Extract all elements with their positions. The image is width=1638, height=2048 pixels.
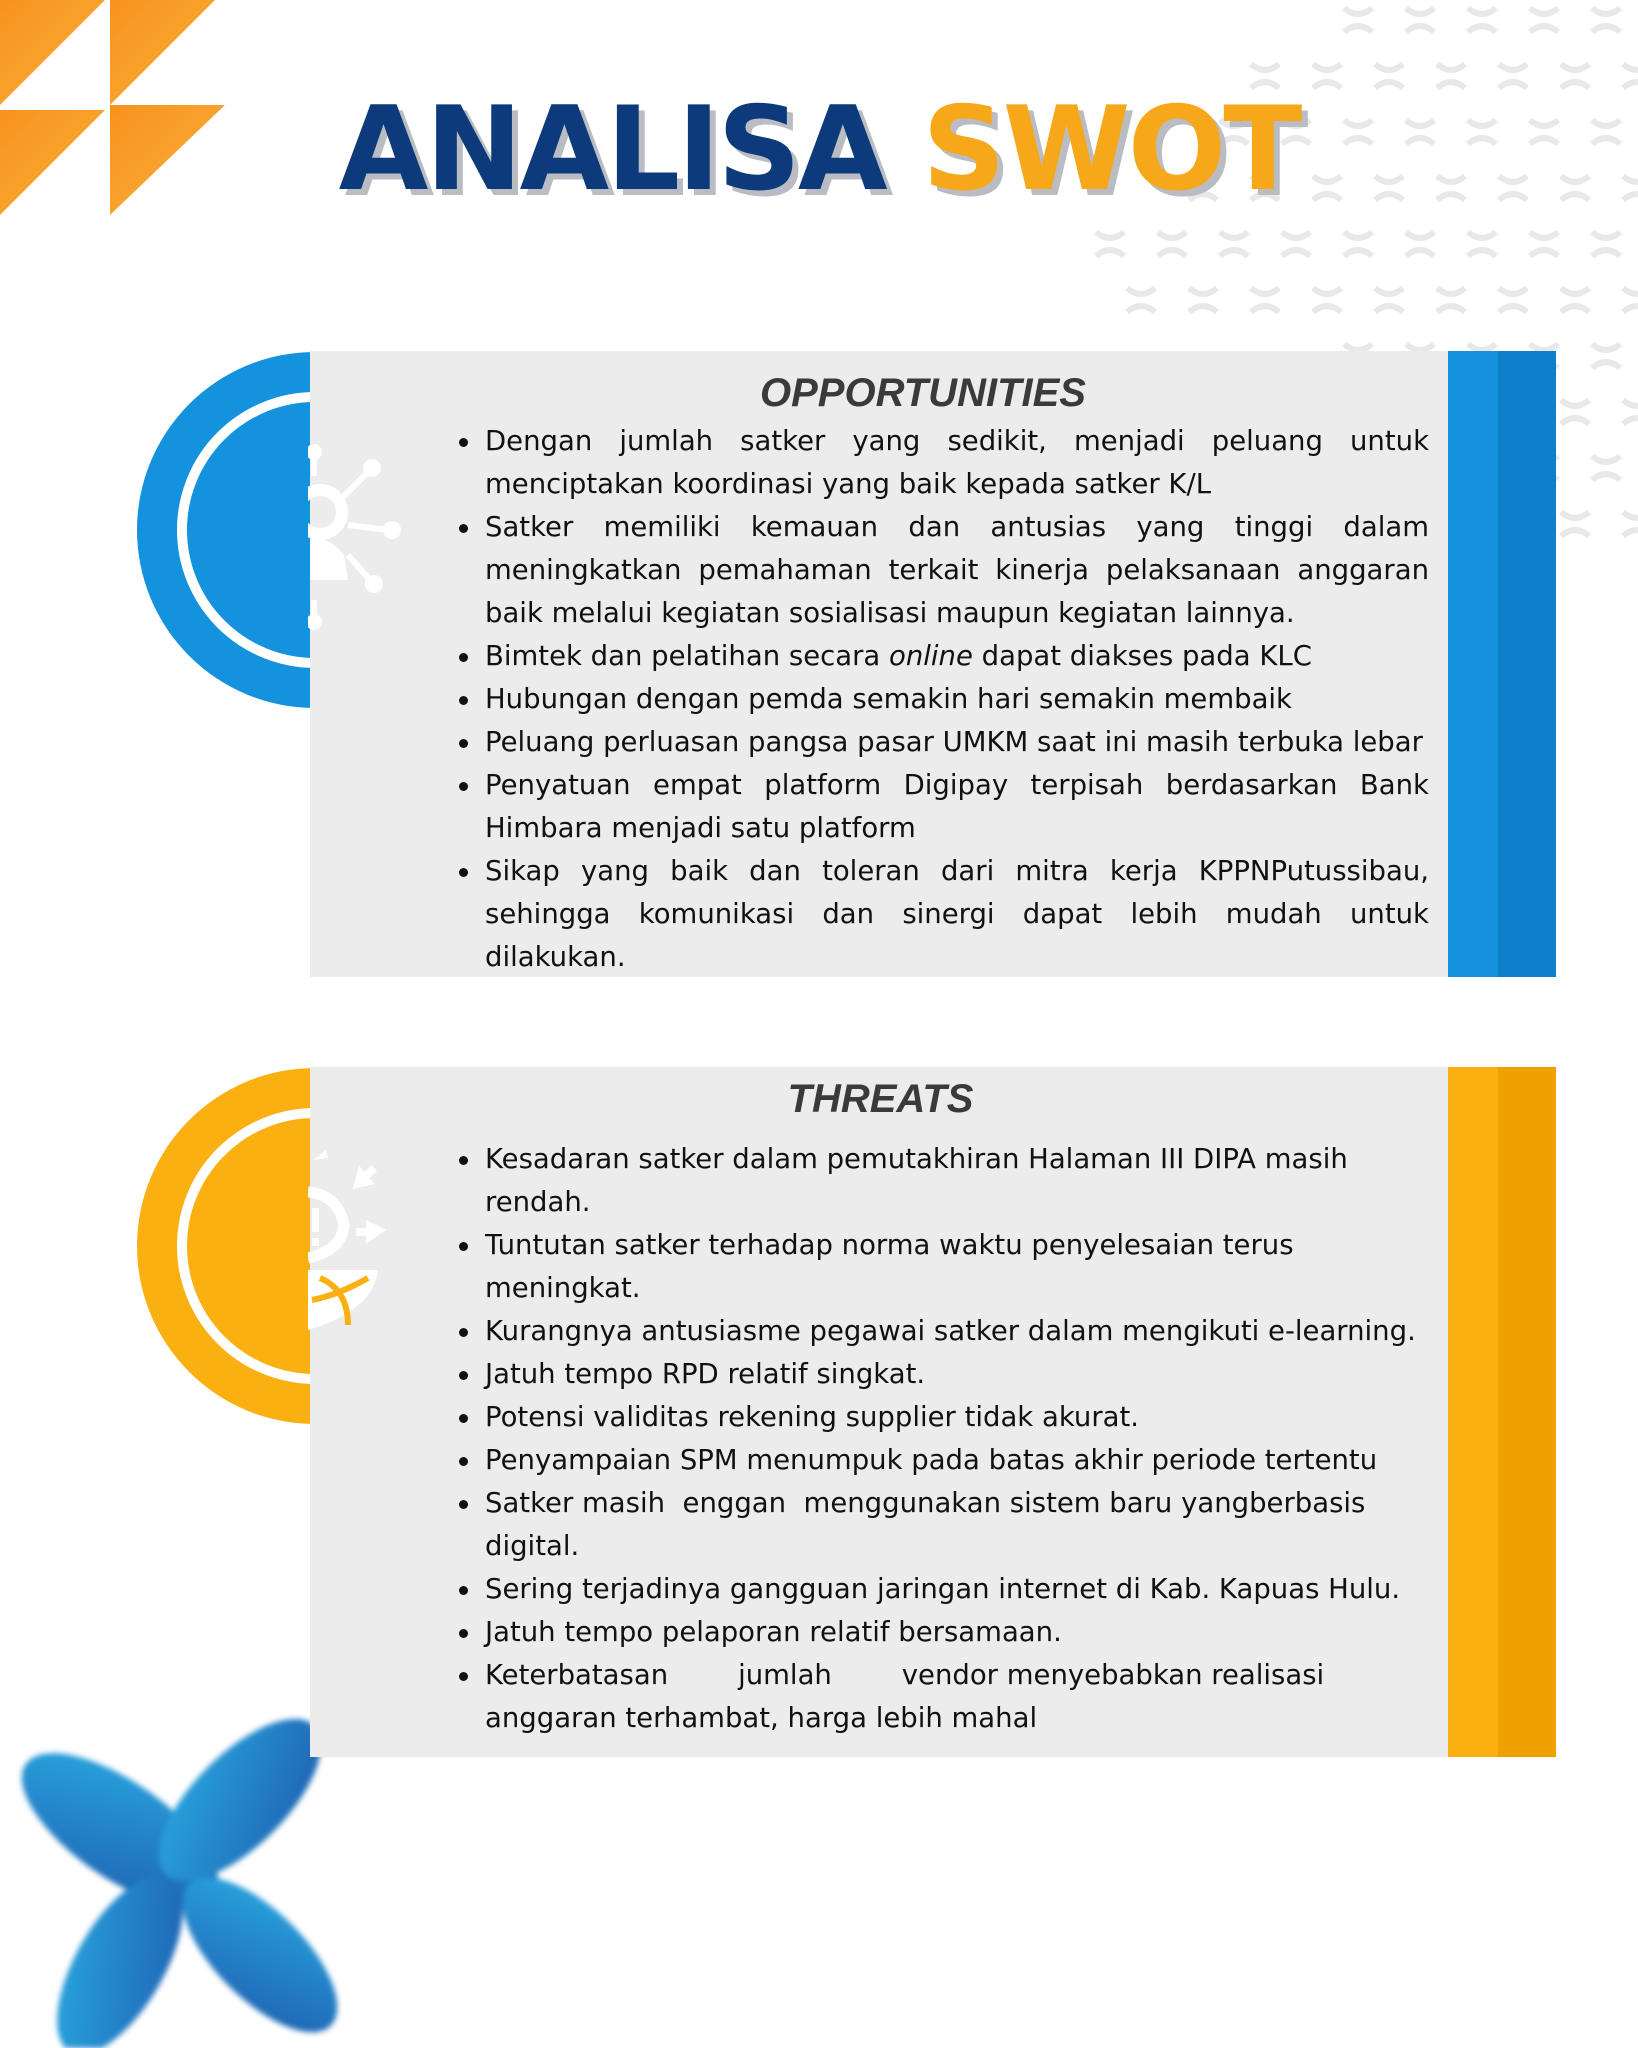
list-item: Kesadaran satker dalam pemutakhiran Halaman III DIPA masih rendah. <box>485 1138 1425 1224</box>
list-item: Tuntutan satker terhadap norma waktu penyelesaian terus meningkat. <box>485 1224 1425 1310</box>
list-item: Kurangnya antusiasme pegawai satker dalam mengikuti e-learning. <box>485 1310 1425 1353</box>
opportunities-list <box>485 420 1429 979</box>
list-item: Keterbatasan jumlah vendor menyebabkan realisasi anggaran terhambat, harga lebih mahal <box>485 1654 1425 1740</box>
title-word-swot: SWOT <box>922 82 1300 217</box>
list-item: Satker memiliki kemauan dan antusias yang tinggi dalam meningkatkan pemahaman terkait kinerja pelaksanaan anggaran baik melalui kegiatan sosialisasi maupun kegiatan lainnya. <box>485 506 1429 635</box>
list-item: Potensi validitas rekening supplier tidak akurat. <box>485 1396 1425 1439</box>
threats-side-bar <box>1448 1067 1556 1757</box>
threats-panel <box>310 1067 1556 1757</box>
threat-warning-icon <box>308 1150 408 1340</box>
list-item: Hubungan dengan pemda semakin hari semakin membaik <box>485 678 1429 721</box>
opportunities-heading: OPPORTUNITIES <box>760 371 1086 415</box>
list-item: Penyatuan empat platform Digipay terpisah berdasarkan Bank Himbara menjadi satu platform <box>485 764 1429 850</box>
list-item: Jatuh tempo RPD relatif singkat. <box>485 1353 1425 1396</box>
list-item: Jatuh tempo pelaporan relatif bersamaan. <box>485 1611 1425 1654</box>
page-title <box>0 82 1638 217</box>
network-person-icon <box>308 430 408 630</box>
list-item: Sering terjadinya gangguan jaringan internet di Kab. Kapuas Hulu. <box>485 1568 1425 1611</box>
threats-list <box>485 1138 1425 1740</box>
opportunities-side-bar <box>1448 351 1556 977</box>
opportunities-panel <box>310 351 1556 977</box>
list-item: Penyampaian SPM menumpuk pada batas akhir periode tertentu <box>485 1439 1425 1482</box>
list-item: Satker masih enggan menggunakan sistem baru yangberbasis digital. <box>485 1482 1425 1568</box>
title-word-analisa: ANALISA <box>338 82 885 217</box>
list-item: Sikap yang baik dan toleran dari mitra kerja KPPNPutussibau, sehingga komunikasi dan sinergi dapat lebih mudah untuk dilakukan. <box>485 850 1429 979</box>
threats-heading: THREATS <box>787 1077 974 1121</box>
list-item: Dengan jumlah satker yang sedikit, menjadi peluang untuk menciptakan koordinasi yang baik kepada satker K/L <box>485 420 1429 506</box>
list-item: Peluang perluasan pangsa pasar UMKM saat ini masih terbuka lebar <box>485 721 1429 764</box>
list-item: Bimtek dan pelatihan secara online dapat diakses pada KLC <box>485 635 1429 678</box>
